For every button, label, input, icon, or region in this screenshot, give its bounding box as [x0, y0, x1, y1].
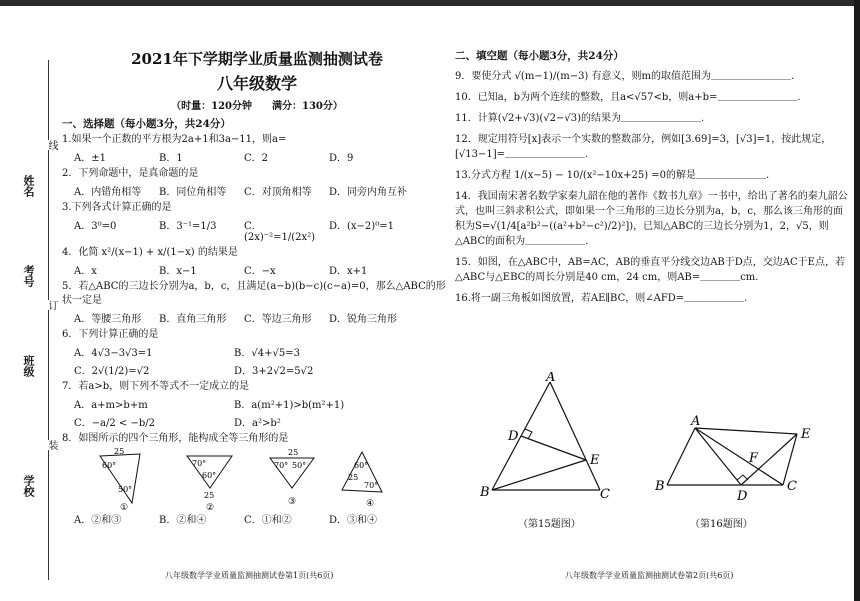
question-4: 4．化简 x²/(x−1) + x/(1−x) 的结果是 [62, 247, 238, 258]
figure-16 [655, 410, 825, 505]
exam-subtitle: 八年级数学 [216, 74, 297, 93]
answer-blank[interactable]: ＿＿＿＿＿＿＿＿. [711, 71, 795, 82]
option: C．−x [244, 266, 276, 277]
option: C．等边三角形 [244, 314, 312, 325]
option: A．x [74, 266, 97, 277]
question-8: 8．如图所示的四个三角形，能构成全等三角形的是 [62, 433, 289, 444]
triangle-3 [270, 448, 314, 507]
tri-label: 25 [204, 491, 215, 500]
question-6-options-row2 [74, 362, 452, 377]
question-6: 6．下列计算正确的是 [62, 329, 159, 340]
question-7-options [74, 396, 452, 411]
question-7-options-row2 [74, 414, 452, 429]
school-label: 学校 [22, 475, 35, 497]
option: B．a(m²+1)>b(m²+1) [234, 400, 345, 411]
answer-blank[interactable]: ＿＿＿＿＿＿＿＿. [717, 92, 801, 103]
option: A．3⁰=0 [74, 221, 117, 232]
tri-label: 25 [288, 448, 299, 457]
question-16: 16.将一副三角板如图放置，若AE∥BC，则∠AFD=＿＿＿＿＿＿. [455, 293, 748, 304]
section-1-heading: 一、选择题（每小题3分，共24分） [62, 118, 231, 130]
option: A．内错角相等 [74, 187, 142, 198]
option: B．3⁻¹=1/3 [159, 221, 217, 232]
binding-margin [0, 0, 60, 601]
question-1: 1.如果一个正数的平方根为2a+1和3a−11，则a= [62, 134, 287, 145]
class-label: 班级 [22, 355, 35, 377]
answer-blank[interactable]: ＿＿＿＿＿＿＿. [696, 170, 770, 181]
triangle-1 [100, 448, 140, 510]
question-6-options [74, 344, 452, 359]
option: D．同旁内角互补 [329, 187, 408, 198]
point-label: E [801, 427, 811, 442]
tri-label: 70° [364, 481, 379, 490]
option: C．2 [244, 153, 269, 164]
question-13: 13.分式方程 1/(x−5) − 10/(x²−10x+25) =0的解是＿＿＿＿＿＿＿. [455, 170, 770, 181]
number-label: 考号 [22, 265, 35, 287]
question-1-options [74, 149, 452, 164]
fig-label: ③ [288, 497, 297, 507]
option: D．锐角三角形 [329, 314, 398, 325]
question-9: 9．要使分式 √(m−1)/(m−3) 有意义，则m的取值范围为＿＿＿＿＿＿＿＿. [455, 71, 795, 82]
page-1-footer: 八年级数学学业质量监测抽测试卷第1页(共6页) [165, 571, 334, 580]
option: B．1 [159, 153, 183, 164]
question-5: 5．若△ABC的三边长分别为a，b，c，且满足(a−b)(b−c)(c−a)=0，那么△ABC的形状一定是 [62, 281, 446, 306]
question-5-options [74, 310, 452, 325]
question-2: 2．下列命题中，是真命题的是 [62, 168, 199, 179]
tri-label: 70° [192, 459, 207, 468]
point-label: C [600, 487, 610, 502]
exam-meta: （时量：120分钟 满分：130分） [171, 101, 343, 112]
seal-mark: 线 [46, 140, 57, 150]
question-4-options [74, 262, 452, 277]
point-label: B [655, 479, 665, 494]
exam-title: 2021年下学期学业质量监测抽测试卷 [131, 50, 383, 68]
tri-label: 25 [114, 448, 125, 456]
name-label: 姓名 [22, 175, 35, 197]
option: D．9 [329, 153, 354, 164]
option: C．(2x)⁻²=1/(2x²) [244, 221, 316, 243]
option: D．③和④ [329, 515, 378, 526]
question-7: 7．若a>b，则下列不等式不一定成立的是 [62, 381, 250, 392]
point-label: A [546, 372, 556, 385]
triangle-2 [187, 456, 232, 510]
option: C．①和② [244, 515, 292, 526]
option: B．直角三角形 [159, 314, 227, 325]
point-label: C [787, 479, 797, 494]
answer-blank[interactable]: ＿＿＿＿＿＿＿＿. [505, 149, 589, 160]
page-2 [455, 0, 850, 306]
page-1 [62, 0, 452, 529]
fig-label: ② [206, 503, 215, 510]
option: C．2√(1/2)=√2 [74, 366, 150, 377]
option: A．4√3−3√3=1 [74, 348, 153, 359]
point-label: E [590, 453, 600, 468]
point-label: A [691, 414, 701, 429]
option: B．√4+√5=3 [234, 348, 300, 359]
figure-15-caption: （第15题图） [518, 519, 581, 530]
point-label: F [749, 451, 759, 466]
option: C．对顶角相等 [244, 187, 312, 198]
tri-label: 60° [202, 471, 217, 480]
question-8-options [74, 511, 452, 526]
option: A．等腰三角形 [74, 314, 142, 325]
tri-label: 60° [354, 461, 369, 470]
question-8-figures [92, 448, 452, 510]
option: D．a²>b² [234, 418, 281, 429]
triangles-figure [92, 448, 422, 510]
figure-15 [480, 372, 620, 502]
answer-blank[interactable]: ＿＿＿＿＿＿＿＿. [621, 113, 705, 124]
question-10: 10．已知a，b为两个连续的整数，且a<√57<b，则a+b=＿＿＿＿＿＿＿＿. [455, 92, 801, 103]
option: D．x+1 [329, 266, 368, 277]
question-3-options [74, 217, 452, 243]
option: A．±1 [74, 153, 106, 164]
tri-label: 50° [118, 485, 133, 494]
option: C．−a/2 < −b/2 [74, 418, 155, 429]
answer-blank[interactable]: ＿＿＿＿ [700, 272, 741, 283]
point-label: D [737, 489, 748, 504]
option: B．同位角相等 [159, 187, 227, 198]
tri-label: 60° [102, 461, 117, 470]
binding-line [48, 60, 49, 580]
option: B．x−1 [159, 266, 197, 277]
option: D．(x−2)⁰=1 [329, 221, 394, 232]
question-3: 3.下列各式计算正确的是 [62, 202, 172, 213]
seal-mark-2: 订 [46, 300, 57, 310]
answer-blank[interactable]: ＿＿＿＿＿＿. [525, 236, 589, 247]
point-label: D [508, 429, 519, 444]
tri-label: 50° [292, 461, 307, 470]
fig-label: ④ [366, 499, 375, 509]
point-label: B [480, 485, 490, 500]
question-2-options [74, 183, 452, 198]
option: B．②和④ [159, 515, 207, 526]
question-14: 14．我国南宋著名数学家秦九韶在他的著作《数书九章》一书中，给出了著名的秦九韶公式，也叫三斜求积公式，即如果一个三角形的三边长分别为a，b，c，那么该三角形的面积为S=√(1/4[a²b²−((a²+b²−c²)/2)²])，已知△ABC的三边长分别为1，2，√5，则△ABC的面积为＿＿＿＿＿＿. [455, 191, 848, 247]
scan-right-edge [854, 0, 860, 601]
answer-blank[interactable]: ＿＿＿＿＿＿. [684, 293, 748, 304]
option: A．②和③ [74, 515, 122, 526]
question-12: 12．规定用符号[x]表示一个实数的整数部分，例如[3.69]=3，[√3]=1，按此规定，[√13−1]=＿＿＿＿＿＿＿＿. [455, 134, 832, 160]
option: A．a+m>b+m [74, 400, 148, 411]
question-11: 11．计算(√2+√3)(√2−√3)的结果为＿＿＿＿＿＿＿＿. [455, 113, 705, 124]
option: D．3+2√2=5√2 [234, 366, 314, 377]
tri-label: 25 [348, 473, 359, 482]
fig-label: ① [120, 503, 129, 510]
page-2-footer: 八年级数学学业质量监测抽测试卷第2页(共6页) [565, 571, 734, 580]
section-2-heading: 二、填空题（每小题3分，共24分） [455, 50, 624, 62]
figure-16-caption: （第16题图） [690, 519, 753, 530]
tri-label: 70° [274, 461, 289, 470]
question-15: 15．如图，在△ABC中，AB=AC，AB的垂直平分线交边AB于D点，交边AC于E点，若△ABC与△EBC的周长分别是40 cm，24 cm，则AB=＿＿＿＿cm. [455, 257, 845, 283]
triangle-4 [342, 452, 382, 509]
seal-mark-3: 装 [46, 440, 57, 450]
